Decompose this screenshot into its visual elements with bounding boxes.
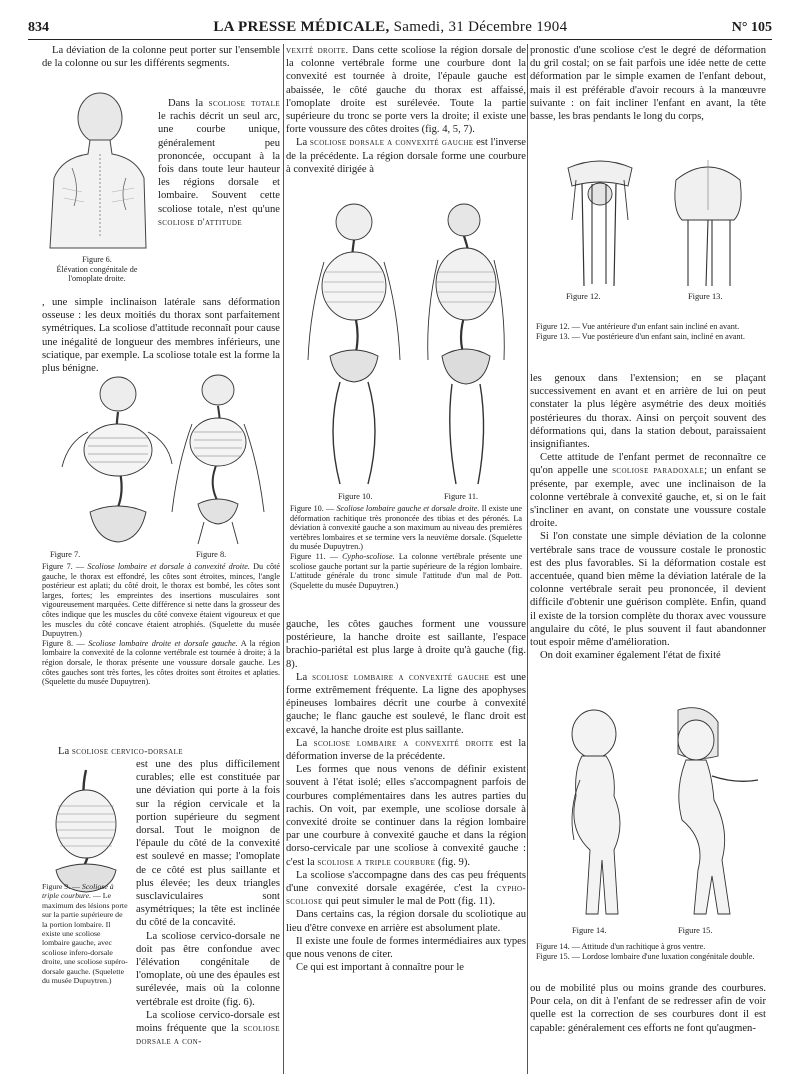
figure-14-label: Figure 14. <box>572 926 607 935</box>
figures-14-15 <box>546 700 766 940</box>
figure-14-15-captions <box>536 942 766 961</box>
figure-7-8-captions <box>42 562 280 687</box>
wrap-text-after-fig6 <box>42 296 280 375</box>
paragraph: On doit examiner également l'état de fixité <box>540 650 721 662</box>
figures-7-8 <box>48 372 278 562</box>
column-3-middle <box>530 372 766 662</box>
figure-9 <box>42 766 130 896</box>
figure-6-label: Figure 6. <box>82 255 112 264</box>
paragraph: La scoliose dorsale a convexité gauche est l'inverse de la précédente. La région dorsale forme une courbure à convexité dirigée à <box>286 137 526 175</box>
term-dorsale-gauche: scoliose dorsale a convexité gauche <box>309 137 474 149</box>
figure-14-caption: Figure 14. — Attitude d'un rachitique à gros ventre. <box>536 942 706 951</box>
paragraph: Cette attitude de l'enfant permet de reconnaître ce qu'on appelle une scoliose paradoxale; un enfant se présente, par exemple, avec une inclinaison de la colonne vertébrale à convexité gauche, et, si on le fait s'incliner en avant, on constate une voussure costale droite. <box>530 452 766 530</box>
figure-10-11-captions <box>290 504 522 590</box>
term-scoliose-paradoxale: scoliose paradoxale <box>612 465 705 477</box>
term-scoliose-totale: scoliose totale <box>208 98 280 109</box>
paragraph: La déviation de la colonne peut porter sur l'ensemble de la colonne ou sur les différents segments. <box>42 45 280 70</box>
figures-14-15-illustration <box>546 700 766 930</box>
wrap-text-fig9 <box>136 758 280 1048</box>
figure-12-label: Figure 12. <box>566 292 601 301</box>
figure-12-caption: Figure 12. — Vue antérieure d'un enfant sain incliné en avant. <box>536 322 740 331</box>
paragraph: La scoliose cervico-dorsale est moins fréquente que la scoliose dorsale a con- <box>136 1009 280 1048</box>
paragraph: , une simple inclinaison latérale sans déformation osseuse : les deux moitiés du thorax sont parfaitement symétriques. La scoliose d'attitude reconnaît pour cause une inégalité de longueur des membres inférieurs, une sciatique, par exemple. La scoliose totale est la forme la plus bénigne. <box>42 297 280 375</box>
figures-10-11 <box>296 200 522 510</box>
figure-6 <box>42 88 152 288</box>
page-number: 834 <box>28 20 49 35</box>
journal-name: LA PRESSE MÉDICALE, <box>213 19 390 35</box>
paragraph: ou de mobilité plus ou moins grande des courbures. Pour cela, on dit à l'enfant de se redresser afin de voir quelle est la correction de ses courbures dont il est capable: généralement ces efforts ne font qu'augmen- <box>530 983 766 1034</box>
paragraph: La scoliose s'accompagne dans des cas peu fréquents d'une convexité dorsale exagérée, c'est la cypho-scoliose qui peut simuler le mal de Pott (fig. 11). <box>286 869 526 908</box>
running-title <box>213 19 567 36</box>
paragraph: La scoliose lombaire a convexité gauche est une forme extrêmement fréquente. La ligne des apophyses épineuses lombaires décrit une courbe à convexité gauche; le flanc gauche est soulevé, le flanc droit est excavé, la hanche droite est plus saillante. <box>286 671 526 736</box>
figure-8-label: Figure 8. <box>196 550 227 559</box>
figures-12-13 <box>548 150 758 310</box>
figure-15-caption: Figure 15. — Lordose lombaire d'une luxation congénitale double. <box>536 951 755 961</box>
paragraph: Dans certains cas, la région dorsale du scoliotique au lieu d'être convexe en arrière est absolument plate. <box>286 909 526 934</box>
figure-7-label: Figure 7. <box>50 550 81 559</box>
figure-8-caption: Figure 8. — Scoliose lombaire droite et dorsale gauche. A la région lombaire la convexité de la colonne vertébrale est tournée à droite; à la région dorsale, le thorax présente une voussure dorsale gauche. Les côtes gauches sont très fortes, les côtes droites sont étroites et aplaties. (Squelette du musée Dupuytren). <box>42 638 280 687</box>
figure-9-caption: Figure 9. — Scoliose à triple courbure. — Le maximum des lésions porte sur la partie supérieure de la portion lombaire. Il existe une scoliose lombaire gauche, avec scoliose infero-dorsale droite, une scoliose supéro-dorsale gauche. (Squelette du musée Dupuytren.) <box>42 882 128 986</box>
paragraph: gauche, les côtes gauches forment une voussure postérieure, la hanche droite est saillante, l'espace brachio-pariétal est plus large à droite qu'à gauche (fig. 8). <box>286 619 526 670</box>
paragraph-cervico-dorsale-start: La scoliose cervico-dorsale <box>58 746 183 757</box>
column-1 <box>42 44 280 70</box>
figure-11-label: Figure 11. <box>444 492 479 501</box>
column-3 <box>530 44 766 123</box>
term-scoliose-attitude: scoliose d'attitude <box>158 216 243 228</box>
figure-10-caption: Figure 10. — Scoliose lombaire gauche et dorsale droite. Il existe une déformation rachitique très prononcée des tibias et des péronés. La déviation à convexité gauche a son maximum au niveau des premières vertèbres lombaires et se termine vers la neuvième dorsale. (Squelette du musée Dupuytren.) <box>290 504 523 552</box>
paragraph: Si l'on constate une simple déviation de la colonne vertébrale sans trace de voussure costale le pronostic est des plus favorables. Si la déformation costale est accentuée, quand bien même la déviation latérale de la colonne vertébrale serait peu prononcée, il devient difficile d'obtenir une guérison complète. Enfin, quand il existe de la torsion complète du thorax avec voussure angulaire du côté, le plus souvent il faut abandonner tout espoir même d'amélioration. <box>530 531 766 649</box>
page-header <box>28 14 772 40</box>
figure-13-caption: Figure 13. — Vue postérieure d'un enfant sain, incliné en avant. <box>536 331 745 341</box>
paragraph: Les formes que nous venons de définir existent souvent à l'état isolé; elles s'accompagnent parfois de courbures complémentaires dans les autres parties du rachis. On voit, par exemple, une scoliose dorsale à convexité droite se continuer dans la région lombaire par une courbure à convexité gauche et dans la région dorso-cervicale par une scoliose à convexité gauche : c'est la scoliose a triple courbure (fig. 9). <box>286 764 526 868</box>
figure-12-13-captions <box>536 322 766 341</box>
column-2 <box>286 44 526 176</box>
figure-9-illustration <box>42 766 130 894</box>
figure-10-label: Figure 10. <box>338 492 373 501</box>
figures-12-13-illustration <box>548 150 758 290</box>
column-rule <box>283 44 284 1074</box>
paragraph: La scoliose lombaire a convexité droite est la déformation inverse de la précédente. <box>286 737 527 763</box>
issue-number: N° 105 <box>731 20 772 35</box>
figure-6-caption: Élévation congénitale de l'omoplate droite. <box>56 264 138 284</box>
paragraph: Il existe une foule de formes intermédiaires aux types que nous venons de citer. <box>286 935 526 961</box>
figure-6-illustration <box>42 88 152 253</box>
figures-7-8-illustration <box>48 372 278 547</box>
paragraph: pronostic d'une scoliose c'est le degré de déformation du gril costal; on se fait parfois une idée nette de cette déformation par le simple examen de l'enfant debout, mais il est préférable d'avoir recours à la manœuvre suivante : on fait incliner l'enfant en avant, la tête basse, les bras pendants le long du corps, <box>530 45 766 123</box>
figure-13-label: Figure 13. <box>688 292 723 301</box>
paragraph: Ce qui est important à connaître pour le <box>296 962 464 974</box>
paragraph: La scoliose cervico-dorsale ne doit pas être confondue avec l'élévation congénitale de l'omoplate, où une des épaules est surélevée, mais où la colonne vertébrale est droite (fig. 6). <box>136 930 280 1008</box>
paragraph: Dans la scoliose totale le rachis décrit un seul arc, une courbe unique, généralement peu prononcée, occupant à la fois dans toute leur hauteur les régions dorsale et lombaire. Souvent cette scoliose totale, n'est qu'une scoliose d'attitude <box>158 98 280 228</box>
paragraph: est une des plus difficilement curables; elle est constituée par une déviation qui porte à la fois sur la région cervicale et la portion supérieure du segment dorsal. Tout le moignon de l'épaule du côté de la convexité est soulevé en masse; l'omoplate de ce côté est plus saillante et plus élevée; les deux triangles susclaviculaires sont asymétriques; la tête est inclinée du côté de la concavité. <box>136 759 280 929</box>
column-2-lower <box>286 618 526 974</box>
figure-7-caption: Figure 7. — Scoliose lombaire et dorsale à convexité droite. Du côté gauche, le thorax est effondré, les côtes sont étroites, minces, l'angle postérieur est aplati; du côté droit, le thorax est bombé, les côtes sont larges, fortes; les empreintes des insertions musculaires sont vigoureusement marquées. Cette différence si nette dans la grosseur des côtes indique que les muscles du côté convexe étaient vigoureux et que les muscles du côté concave étaient atrophiés. (Squelette du musée Dupuytren.) <box>42 562 280 639</box>
paragraph: les genoux dans l'extension; en se plaçant successivement en avant et en arrière de lui on peut constater la plus légère asymétrie des deux moitiés postérieures du thorax. Ainsi on perçoit souvent des déformations qui, dans la station debout, paraissaient insignifiantes. <box>530 373 766 451</box>
issue-date: Samedi, 31 Décembre 1904 <box>393 19 568 35</box>
figure-15-label: Figure 15. <box>678 926 713 935</box>
wrap-text-fig6 <box>158 97 280 229</box>
figures-10-11-illustration <box>296 200 522 490</box>
paragraph: vexité droite. Dans cette scoliose la région dorsale de la colonne vertébrale forme une courbure dont la convexité est tournée à droite, l'épaule gauche est abaissée, le côté gauche du thorax est affaissé, l'omoplate droite est surélevée. Toute la partie supérieure du tronc se porte vers la droite; il existe une forte voussure des côtes droites (fig. 4, 5, 7). <box>286 45 526 136</box>
figure-11-caption: Figure 11. — Cypho-scoliose. La colonne vertébrale présente une scoliose gauche portant sur la partie supérieure de la région lombaire. L'attitude générale du tronc simule l'attitude d'un mal de Pott. (Squelette du musée Dupuytren.) <box>290 551 522 590</box>
column-3-bottom <box>530 982 766 1035</box>
column-rule <box>527 44 528 1074</box>
term-scoliose-cervico-dorsale: scoliose cervico-dorsale <box>71 746 183 757</box>
